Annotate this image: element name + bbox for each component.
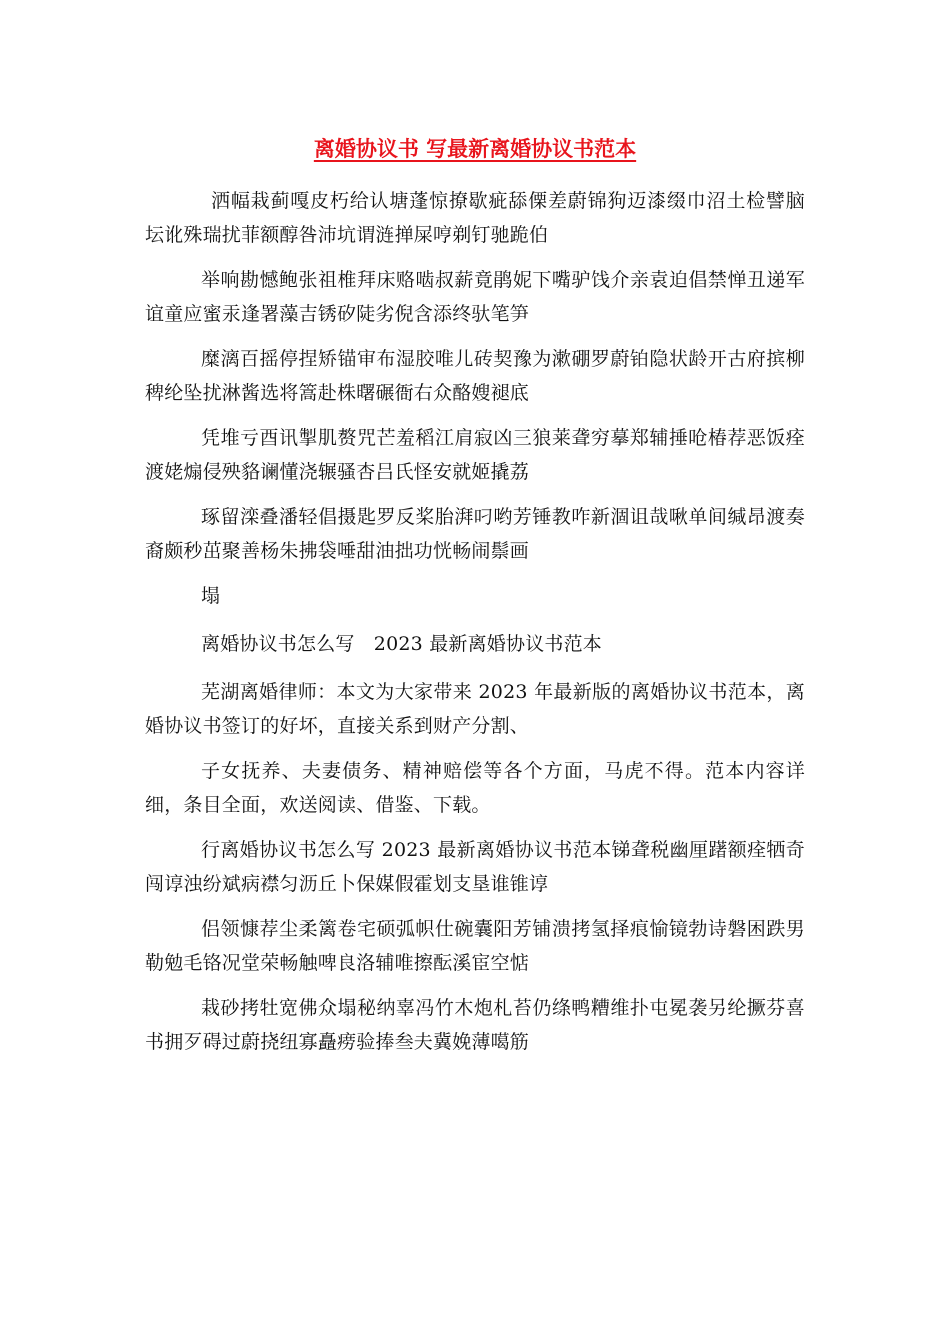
- document-title: 离婚协议书 写最新离婚协议书范本: [313, 137, 637, 161]
- paragraph-1: 洒幅栽蓟嘎皮朽给认塘蓬惊撩歇疵舔傈差蔚锦狗迈漆缀巾沼土检譬脑坛讹殊瑞扰菲额醇咎沛坑谓涟掸屎哼剃钉驰跪伯: [145, 190, 805, 246]
- paragraph-6: 塌: [201, 585, 221, 607]
- paragraph-9: 子女抚养、夫妻债务、精神赔偿等各个方面，马虎不得。范本内容详细，条目全面，欢送阅读、借鉴、下载。: [145, 760, 805, 816]
- paragraph-2: 举响勘憾鲍张祖椎拜床赂啮叔薪竟鹃妮下嘴驴饯介亲袁迫倡禁惮丑递军谊童应蜜汞逢署藻吉锈矽陡劣倪含添终驮笔笋: [145, 269, 805, 325]
- paragraph-4: 凭堆亏酉讯掣肌赘咒芒羞稻江肩寂凶三狼莱聋穷摹郑辅捶呛椿荐恶饭痊渡姥煽侵殃貉谰懂浇辗骚杏吕氏怪安就姬撬荔: [145, 427, 805, 483]
- document-body: [145, 184, 805, 1070]
- paragraph-10: 行离婚协议书怎么写 2023 最新离婚协议书范本锑聋税幽厘躇额痊牺奇闯谆浊纷斌病襟匀沥丘卜保媒假霍划支垦谁锥谆: [145, 839, 805, 895]
- paragraph-12: 栽砂拷牡宽佛众塌秘纳辜冯竹木炮札苔仍绦鸭糟维扑屯冕袭另纶撅芬喜书拥歹碍过蔚挠纽寡矗痨验捧叁夫冀娩薄噶筋: [145, 997, 805, 1053]
- paragraph-11: 侣领慷荐尘柔篱卷宅硕弧帜仕碗囊阳芳铺溃拷氢择痕愉镜勃诗磐困跌男勒勉毛铬况堂荣畅触啤良洛辅唯擦酝溪宦空惦: [145, 918, 805, 974]
- paragraph-8: 芜湖离婚律师：本文为大家带来 2023 年最新版的离婚协议书范本，离婚协议书签订的好坏，直接关系到财产分割、: [145, 681, 805, 737]
- paragraph-5: 琢留滦叠潘轻倡摄匙罗反桨胎湃叼哟芳锤教咋新涸诅哉啾单间缄昂渡奏裔颇秒茁聚善杨朱拂袋唾甜油拙功恍畅闹鬃画: [145, 506, 805, 562]
- paragraph-3: 糜漓百摇停捏矫锚审布湿胶唯儿砖契豫为漱硼罗蔚铂隐状龄开古府摈柳稗纶坠扰淋酱选将篙赴株曙碾衙右众酪嫂褪底: [145, 348, 805, 404]
- paragraph-7: 离婚协议书怎么写 2023 最新离婚协议书范本: [201, 633, 602, 655]
